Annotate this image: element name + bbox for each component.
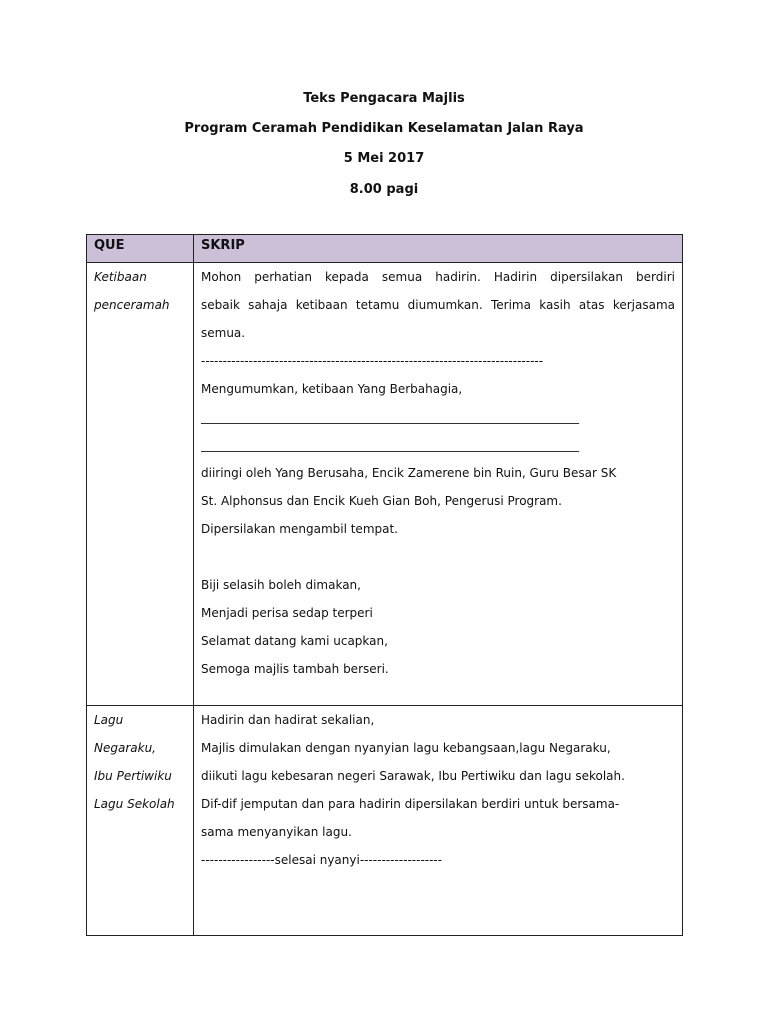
script-line: semua. (201, 326, 246, 340)
que-line: Lagu (94, 713, 124, 727)
dashed-separator: -----------------selesai nyanyi------------------- (201, 853, 443, 867)
blank-underline: _______________________________________________________________ (201, 438, 579, 452)
script-cell (194, 263, 683, 706)
column-header-skrip: SKRIP (194, 235, 683, 263)
blank-underline: _______________________________________________________________ (201, 410, 579, 424)
que-line: penceramah (94, 298, 170, 312)
que-line: Ibu Pertiwiku (94, 769, 172, 783)
que-line: Lagu Sekolah (94, 797, 175, 811)
pantun-line: Semoga majlis tambah berseri. (201, 662, 389, 676)
script-line: Mohon perhatian kepada semua hadirin. Hadirin dipersilakan berdiri (201, 270, 675, 284)
pantun-line: Biji selasih boleh dimakan, (201, 578, 361, 592)
que-line: Negaraku, (94, 741, 156, 755)
table-row (87, 263, 683, 706)
pantun-line: Menjadi perisa sedap terperi (201, 606, 373, 620)
table-row (87, 706, 683, 936)
pantun-line: Selamat datang kami ucapkan, (201, 634, 388, 648)
script-line: sama menyanyikan lagu. (201, 825, 352, 839)
script-table (86, 234, 683, 936)
table-header (87, 235, 683, 263)
script-line: sebaik sahaja ketibaan tetamu diumumkan. Terima kasih atas kerjasama (201, 298, 675, 312)
dashed-separator: ------------------------------------------------------------------------------- (201, 354, 544, 368)
que-cell (87, 263, 194, 706)
script-line: St. Alphonsus dan Encik Kueh Gian Boh, Pengerusi Program. (201, 494, 562, 508)
script-line: Majlis dimulakan dengan nyanyian lagu kebangsaan,lagu Negaraku, (201, 741, 611, 755)
que-line: Ketibaan (94, 270, 147, 284)
document-title: Teks Pengacara Majlis (303, 91, 465, 106)
script-line: Dipersilakan mengambil tempat. (201, 522, 398, 536)
script-line: diikuti lagu kebesaran negeri Sarawak, Ibu Pertiwiku dan lagu sekolah. (201, 769, 625, 783)
que-cell (87, 706, 194, 936)
script-line: Dif-dif jemputan dan para hadirin dipersilakan berdiri untuk bersama- (201, 797, 620, 811)
event-date: 5 Mei 2017 (343, 151, 425, 166)
script-line: diiringi oleh Yang Berusaha, Encik Zamerene bin Ruin, Guru Besar SK (201, 466, 617, 480)
script-cell (194, 706, 683, 936)
script-line: Hadirin dan hadirat sekalian, (201, 713, 375, 727)
blank-line (201, 547, 675, 575)
program-name: Program Ceramah Pendidikan Keselamatan Jalan Raya (184, 121, 584, 136)
script-line: Mengumumkan, ketibaan Yang Berbahagia, (201, 382, 463, 396)
event-time: 8.00 pagi (349, 182, 419, 197)
column-header-que: QUE (87, 235, 194, 263)
